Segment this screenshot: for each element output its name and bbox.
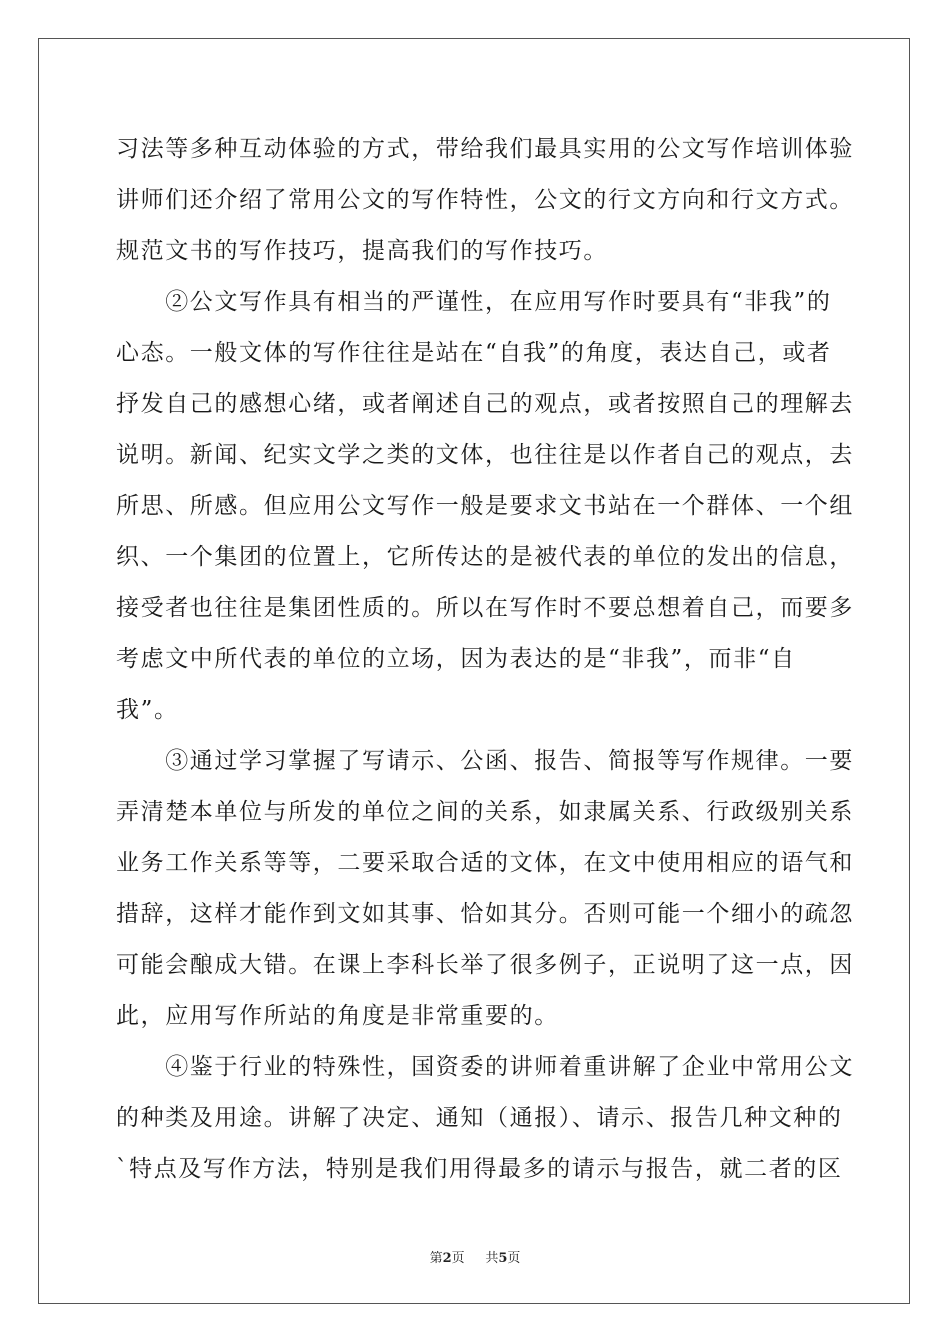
text-line: 接受者也往往是集团性质的。所以在写作时不要总想着自己，而要多 xyxy=(116,595,854,621)
text-line: 此，应用写作所站的角度是非常重要的。 xyxy=(116,1003,559,1029)
text-line: 规范文书的写作技巧，提高我们的写作技巧。 xyxy=(116,238,608,264)
text-line: 所思、所感。但应用公文写作一般是要求文书站在一个群体、一个组 xyxy=(116,493,854,519)
current-page: 2 xyxy=(442,1251,452,1266)
page-footer xyxy=(0,1247,950,1266)
text-line: 考虑文中所代表的单位的立场，因为表达的是“非我”，而非“自 xyxy=(116,646,796,672)
text-line: ③通过学习掌握了写请示、公函、报告、简报等写作规律。一要 xyxy=(116,748,854,774)
document-body xyxy=(116,124,854,1195)
total-prefix: 共 xyxy=(485,1251,499,1266)
page-prefix: 第 xyxy=(429,1251,443,1266)
text-line: 织、一个集团的位置上，它所传达的是被代表的单位的发出的信息， xyxy=(116,544,854,570)
page-suffix: 页 xyxy=(451,1251,465,1266)
text-line: 抒发自己的感想心绪，或者阐述自己的观点，或者按照自己的理解去 xyxy=(116,391,854,417)
text-line: ④鉴于行业的特殊性，国资委的讲师着重讲解了企业中常用公文 xyxy=(116,1054,854,1080)
text-line: 说明。新闻、纪实文学之类的文体，也往往是以作者自己的观点，去 xyxy=(116,442,854,468)
text-line: 我”。 xyxy=(116,697,179,723)
text-line: ②公文写作具有相当的严谨性，在应用写作时要具有“非我”的 xyxy=(116,289,832,315)
text-line: 措辞，这样才能作到文如其事、恰如其分。否则可能一个细小的疏忽 xyxy=(116,901,854,927)
text-line: 讲师们还介绍了常用公文的写作特性，公文的行文方向和行文方式。 xyxy=(116,187,854,213)
text-line: 弄清楚本单位与所发的单位之间的关系，如隶属关系、行政级别关系 xyxy=(116,799,854,825)
text-line: 心态。一般文体的写作往往是站在“自我”的角度，表达自己，或者 xyxy=(116,340,832,366)
text-line: `特点及写作方法，特别是我们用得最多的请示与报告，就二者的区 xyxy=(116,1156,843,1182)
page-number xyxy=(430,1251,465,1266)
text-line: 习法等多种互动体验的方式，带给我们最具实用的公文写作培训体验 xyxy=(116,136,854,162)
total-pages xyxy=(485,1251,520,1266)
total-pages-count: 5 xyxy=(498,1251,508,1266)
text-line: 的种类及用途。讲解了决定、通知（通报）、请示、报告几种文种的 xyxy=(116,1105,843,1131)
text-line: 可能会酿成大错。在课上李科长举了很多例子，正说明了这一点，因 xyxy=(116,952,854,978)
total-suffix: 页 xyxy=(507,1251,521,1266)
text-line: 业务工作关系等等，二要采取合适的文体，在文中使用相应的语气和 xyxy=(116,850,854,876)
